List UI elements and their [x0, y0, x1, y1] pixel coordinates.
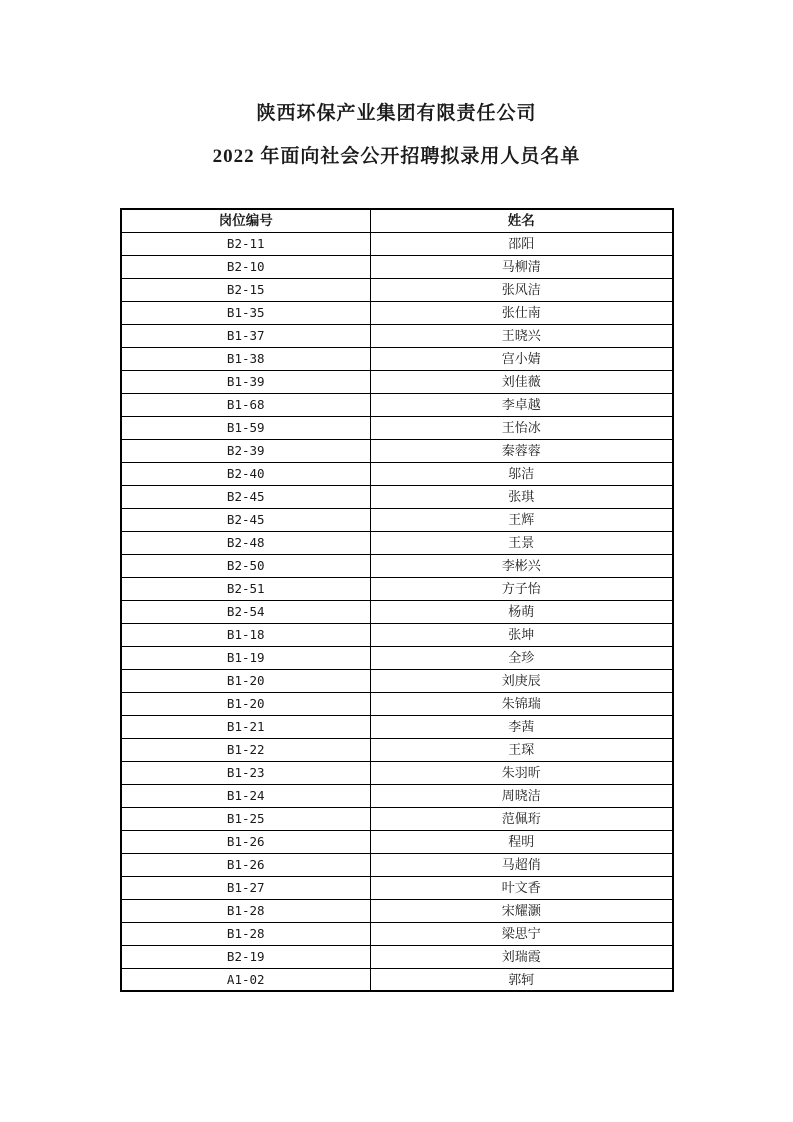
table-row — [121, 876, 673, 899]
position-code-cell: B1-22 — [121, 738, 371, 761]
name-cell: 范佩珩 — [371, 807, 673, 830]
table-row — [121, 416, 673, 439]
position-code-cell: B2-45 — [121, 508, 371, 531]
name-cell: 王景 — [371, 531, 673, 554]
position-code-cell: B1-28 — [121, 899, 371, 922]
position-code-cell: B2-48 — [121, 531, 371, 554]
table-row — [121, 830, 673, 853]
table-row — [121, 784, 673, 807]
name-cell: 李茜 — [371, 715, 673, 738]
name-cell: 秦蓉蓉 — [371, 439, 673, 462]
name-cell: 马超俏 — [371, 853, 673, 876]
table-row — [121, 623, 673, 646]
name-cell: 宋耀灏 — [371, 899, 673, 922]
table-row — [121, 531, 673, 554]
position-code-cell: B2-54 — [121, 600, 371, 623]
position-code-cell: B1-26 — [121, 830, 371, 853]
table-row — [121, 301, 673, 324]
position-code-cell: B1-27 — [121, 876, 371, 899]
table-body — [121, 232, 673, 991]
position-code-cell: B1-23 — [121, 761, 371, 784]
header-name: 姓名 — [371, 209, 673, 232]
table-row — [121, 715, 673, 738]
table-row — [121, 462, 673, 485]
position-code-cell: B1-26 — [121, 853, 371, 876]
table-row — [121, 370, 673, 393]
name-cell: 张坤 — [371, 623, 673, 646]
position-code-cell: B1-25 — [121, 807, 371, 830]
position-code-cell: B2-45 — [121, 485, 371, 508]
position-code-cell: B1-18 — [121, 623, 371, 646]
name-cell: 张风洁 — [371, 278, 673, 301]
table-row — [121, 853, 673, 876]
name-cell: 王辉 — [371, 508, 673, 531]
table-row — [121, 761, 673, 784]
name-cell: 李卓越 — [371, 393, 673, 416]
table-row — [121, 232, 673, 255]
table-row — [121, 600, 673, 623]
name-cell: 李彬兴 — [371, 554, 673, 577]
table-row — [121, 255, 673, 278]
name-cell: 朱羽昕 — [371, 761, 673, 784]
table-row — [121, 439, 673, 462]
name-cell: 宫小婧 — [371, 347, 673, 370]
position-code-cell: B1-20 — [121, 669, 371, 692]
position-code-cell: B1-39 — [121, 370, 371, 393]
name-cell: 刘瑞霞 — [371, 945, 673, 968]
position-code-cell: B1-35 — [121, 301, 371, 324]
position-code-cell: B1-19 — [121, 646, 371, 669]
position-code-cell: B2-10 — [121, 255, 371, 278]
name-cell: 周晓洁 — [371, 784, 673, 807]
position-code-cell: B1-21 — [121, 715, 371, 738]
table-row — [121, 508, 673, 531]
position-code-cell: B1-59 — [121, 416, 371, 439]
name-cell: 叶文香 — [371, 876, 673, 899]
name-cell: 朱锦瑞 — [371, 692, 673, 715]
position-code-cell: B1-28 — [121, 922, 371, 945]
name-cell: 张琪 — [371, 485, 673, 508]
name-cell: 张仕南 — [371, 301, 673, 324]
position-code-cell: B2-11 — [121, 232, 371, 255]
name-cell: 程明 — [371, 830, 673, 853]
table-row — [121, 922, 673, 945]
name-cell: 王琛 — [371, 738, 673, 761]
document-title-line1: 陕西环保产业集团有限责任公司 — [256, 103, 537, 124]
position-code-cell: B1-68 — [121, 393, 371, 416]
name-cell: 马柳清 — [371, 255, 673, 278]
position-code-cell: B2-15 — [121, 278, 371, 301]
table-row — [121, 945, 673, 968]
name-cell: 郭轲 — [371, 968, 673, 991]
name-cell: 杨萌 — [371, 600, 673, 623]
position-code-cell: A1-02 — [121, 968, 371, 991]
position-code-cell: B1-20 — [121, 692, 371, 715]
name-cell: 邵阳 — [371, 232, 673, 255]
name-cell: 梁思宁 — [371, 922, 673, 945]
header-position-code: 岗位编号 — [121, 209, 371, 232]
name-cell: 方子怡 — [371, 577, 673, 600]
table-row — [121, 968, 673, 991]
table-row — [121, 577, 673, 600]
table-header-row — [121, 209, 673, 232]
name-cell: 王晓兴 — [371, 324, 673, 347]
name-cell: 刘佳薇 — [371, 370, 673, 393]
name-cell: 王怡冰 — [371, 416, 673, 439]
name-cell: 全珍 — [371, 646, 673, 669]
table-row — [121, 485, 673, 508]
position-code-cell: B2-51 — [121, 577, 371, 600]
position-code-cell: B2-19 — [121, 945, 371, 968]
table-row — [121, 669, 673, 692]
position-code-cell: B1-37 — [121, 324, 371, 347]
table-row — [121, 807, 673, 830]
table-row — [121, 324, 673, 347]
position-code-cell: B1-38 — [121, 347, 371, 370]
name-cell: 邬洁 — [371, 462, 673, 485]
table-row — [121, 554, 673, 577]
position-code-cell: B1-24 — [121, 784, 371, 807]
position-code-cell: B2-50 — [121, 554, 371, 577]
table-row — [121, 646, 673, 669]
position-code-cell: B2-39 — [121, 439, 371, 462]
table-row — [121, 692, 673, 715]
roster-table — [120, 208, 674, 992]
document-title-line2: 2022 年面向社会公开招聘拟录用人员名单 — [212, 146, 581, 167]
table-row — [121, 393, 673, 416]
table-row — [121, 738, 673, 761]
position-code-cell: B2-40 — [121, 462, 371, 485]
table-row — [121, 899, 673, 922]
name-cell: 刘庚辰 — [371, 669, 673, 692]
table-row — [121, 278, 673, 301]
table-row — [121, 347, 673, 370]
